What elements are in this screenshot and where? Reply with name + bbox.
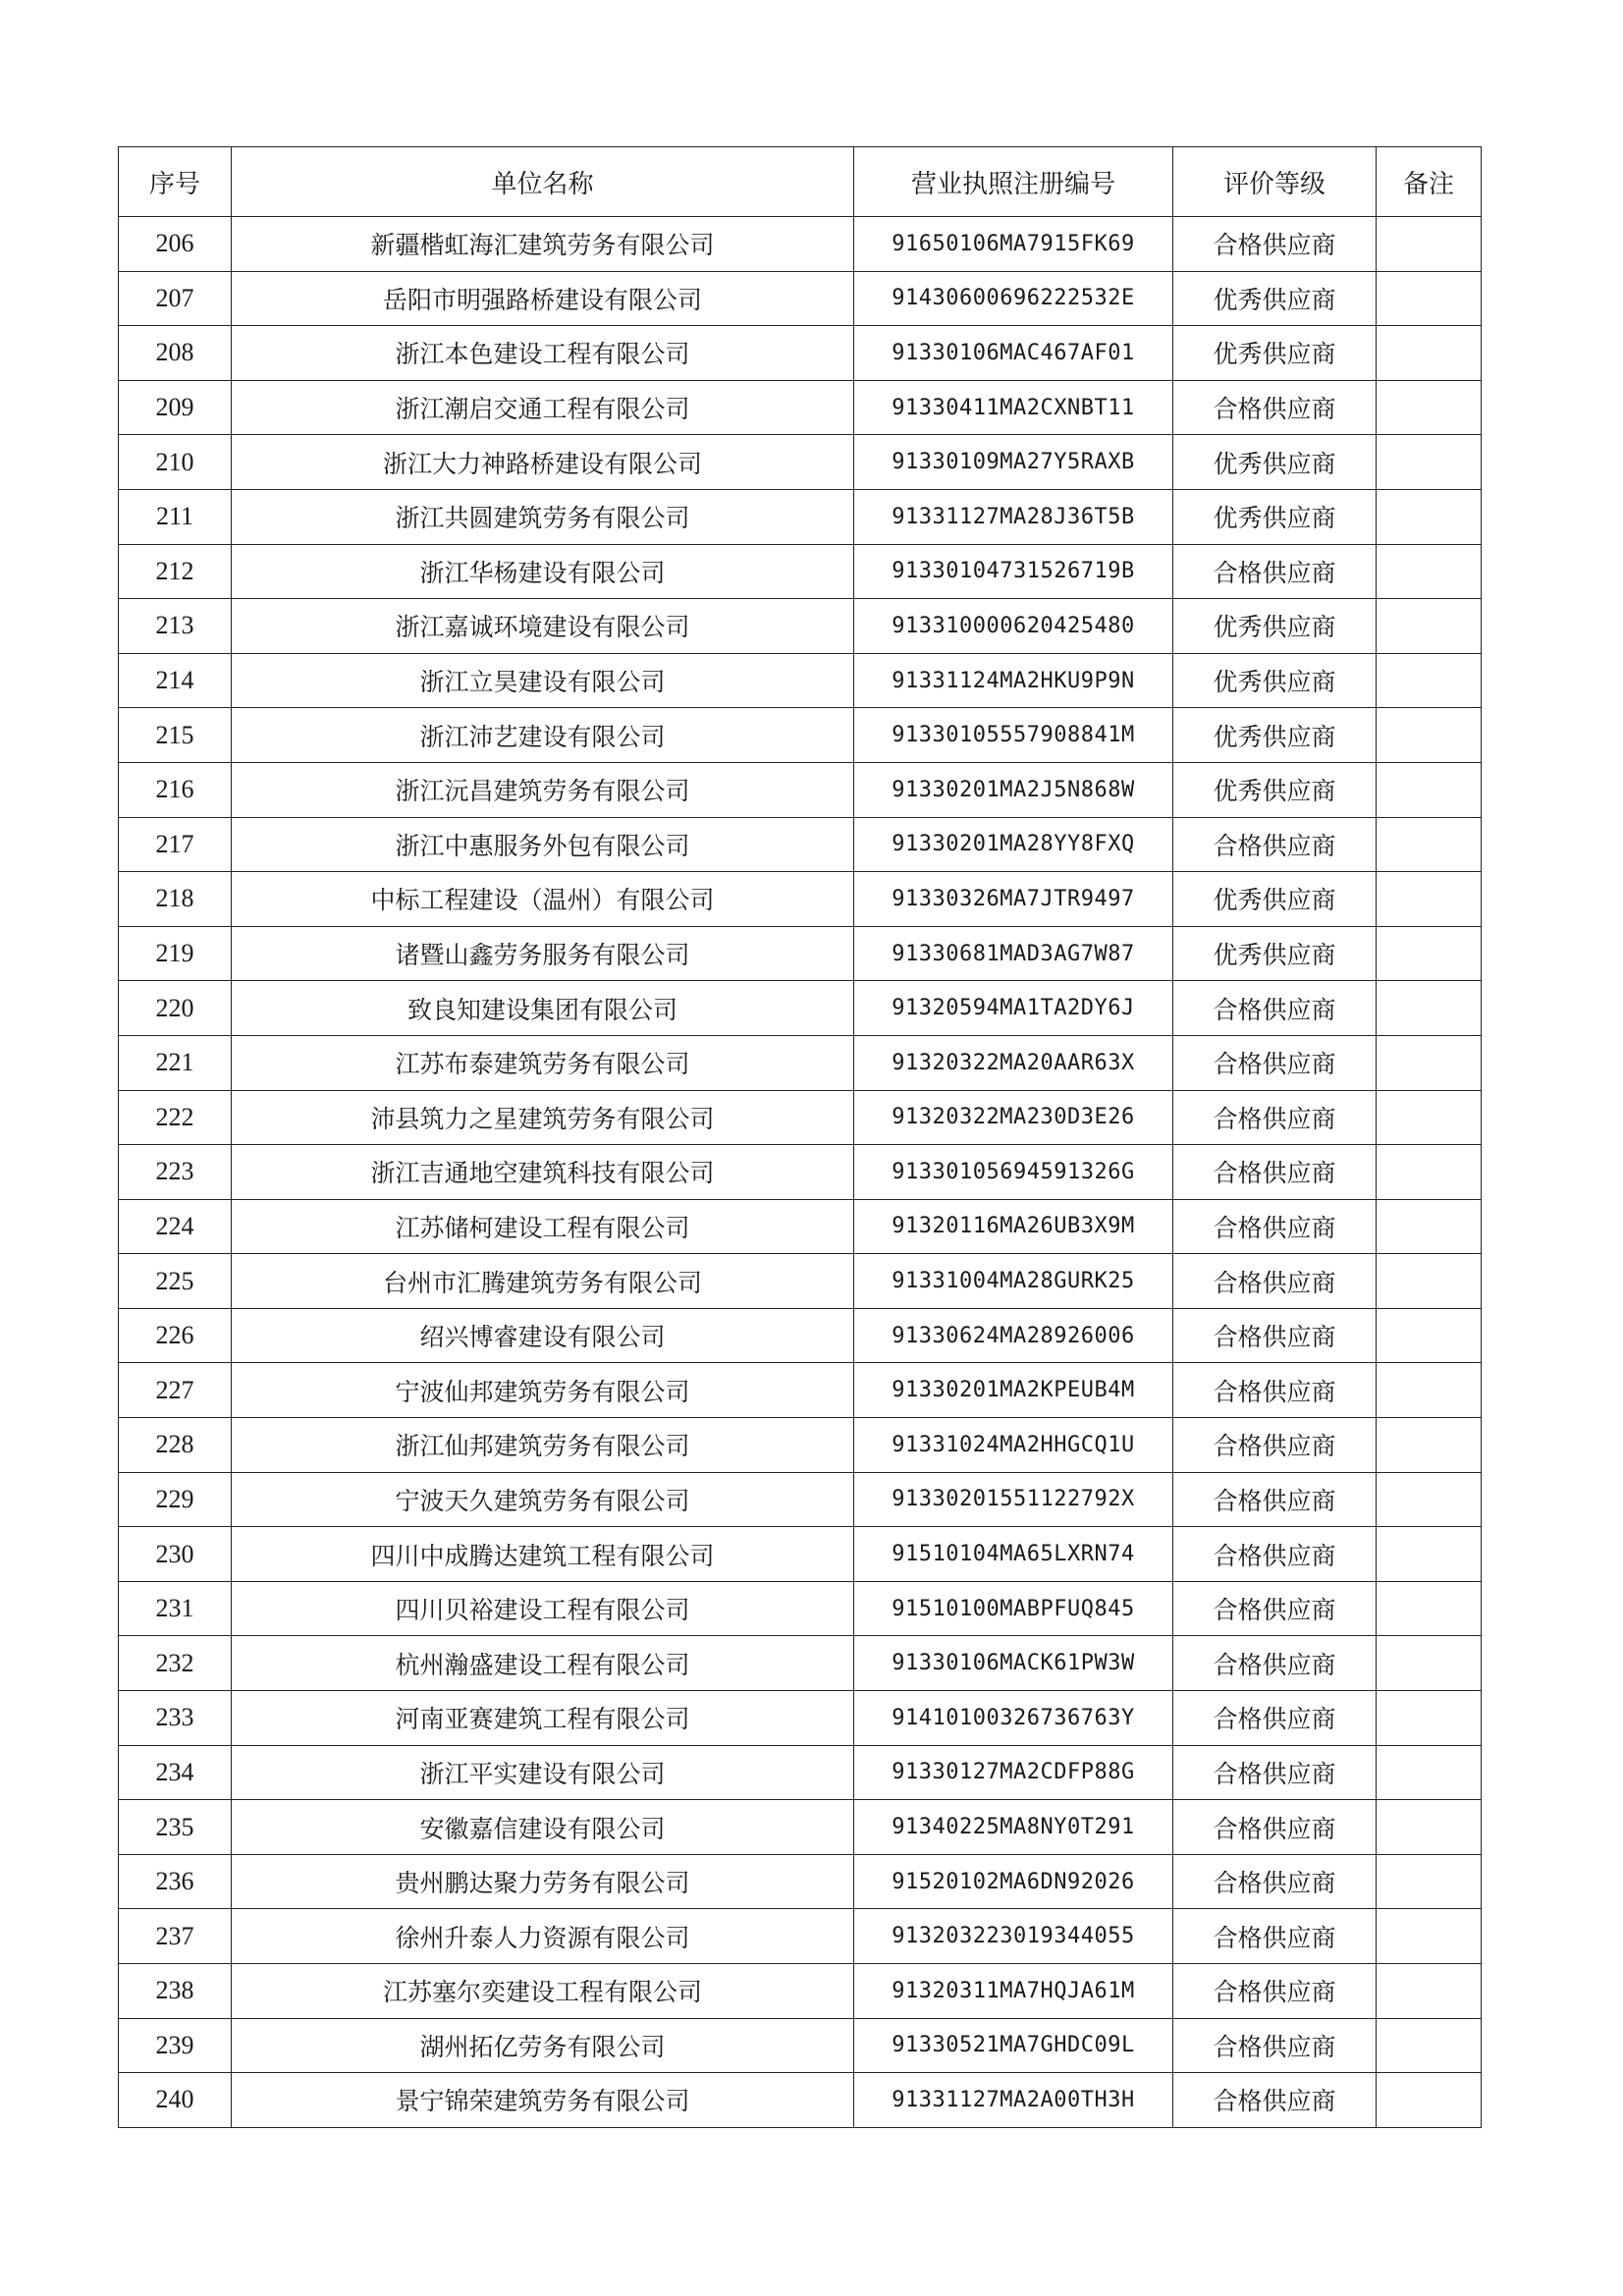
cell-remark <box>1377 1909 1482 1964</box>
table-row <box>119 1472 1482 1527</box>
cell-grade: 合格供应商 <box>1173 1145 1377 1200</box>
cell-license-number: 91650106MA7915FK69 <box>854 217 1173 272</box>
cell-grade: 合格供应商 <box>1173 380 1377 435</box>
cell-remark <box>1377 2018 1482 2073</box>
cell-company-name: 浙江潮启交通工程有限公司 <box>232 380 854 435</box>
cell-grade: 合格供应商 <box>1173 1035 1377 1090</box>
cell-remark <box>1377 1418 1482 1473</box>
cell-grade: 合格供应商 <box>1173 2018 1377 2073</box>
cell-remark <box>1377 217 1482 272</box>
cell-remark <box>1377 817 1482 872</box>
cell-company-name: 四川中成腾达建筑工程有限公司 <box>232 1527 854 1582</box>
cell-remark <box>1377 326 1482 381</box>
cell-company-name: 浙江立昊建设有限公司 <box>232 653 854 708</box>
cell-remark <box>1377 926 1482 981</box>
table-row <box>119 708 1482 763</box>
cell-company-name: 岳阳市明强路桥建设有限公司 <box>232 271 854 326</box>
cell-remark <box>1377 708 1482 763</box>
cell-grade: 合格供应商 <box>1173 1800 1377 1855</box>
cell-remark <box>1377 981 1482 1036</box>
cell-remark <box>1377 1308 1482 1363</box>
cell-license-number: 91320594MA1TA2DY6J <box>854 981 1173 1036</box>
cell-index: 218 <box>119 872 232 927</box>
table-body <box>119 217 1482 2128</box>
cell-index: 232 <box>119 1636 232 1691</box>
table-row <box>119 1581 1482 1636</box>
cell-license-number: 91331127MA28J36T5B <box>854 489 1173 544</box>
cell-remark <box>1377 271 1482 326</box>
table-header-row <box>119 147 1482 217</box>
cell-index: 229 <box>119 1472 232 1527</box>
cell-grade: 优秀供应商 <box>1173 872 1377 927</box>
header-remark: 备注 <box>1377 147 1482 217</box>
cell-license-number: 91330106MAC467AF01 <box>854 326 1173 381</box>
table-row <box>119 1691 1482 1746</box>
cell-remark <box>1377 872 1482 927</box>
cell-license-number: 91330201551122792X <box>854 1472 1173 1527</box>
cell-company-name: 沛县筑力之星建筑劳务有限公司 <box>232 1090 854 1145</box>
cell-license-number: 91320116MA26UB3X9M <box>854 1199 1173 1254</box>
cell-company-name: 宁波仙邦建筑劳务有限公司 <box>232 1363 854 1418</box>
table-row <box>119 872 1482 927</box>
cell-grade: 优秀供应商 <box>1173 762 1377 817</box>
cell-index: 240 <box>119 2073 232 2128</box>
table-row <box>119 2073 1482 2128</box>
cell-index: 236 <box>119 1854 232 1909</box>
cell-license-number: 91330106MACK61PW3W <box>854 1636 1173 1691</box>
header-grade: 评价等级 <box>1173 147 1377 217</box>
cell-license-number: 91330201MA28YY8FXQ <box>854 817 1173 872</box>
cell-license-number: 91330109MA27Y5RAXB <box>854 435 1173 490</box>
cell-index: 212 <box>119 544 232 599</box>
cell-license-number: 91330127MA2CDFP88G <box>854 1745 1173 1800</box>
table-row <box>119 653 1482 708</box>
cell-index: 215 <box>119 708 232 763</box>
cell-index: 226 <box>119 1308 232 1363</box>
cell-company-name: 中标工程建设（温州）有限公司 <box>232 872 854 927</box>
cell-company-name: 江苏布泰建筑劳务有限公司 <box>232 1035 854 1090</box>
table-row <box>119 1090 1482 1145</box>
cell-company-name: 徐州升泰人力资源有限公司 <box>232 1909 854 1964</box>
cell-remark <box>1377 1363 1482 1418</box>
cell-remark <box>1377 1254 1482 1309</box>
cell-license-number: 91330201MA2J5N868W <box>854 762 1173 817</box>
cell-index: 238 <box>119 1964 232 2019</box>
cell-grade: 优秀供应商 <box>1173 326 1377 381</box>
table-row <box>119 271 1482 326</box>
cell-company-name: 杭州瀚盛建设工程有限公司 <box>232 1636 854 1691</box>
cell-remark <box>1377 1527 1482 1582</box>
cell-index: 225 <box>119 1254 232 1309</box>
table-row <box>119 1308 1482 1363</box>
cell-index: 207 <box>119 271 232 326</box>
cell-grade: 合格供应商 <box>1173 817 1377 872</box>
cell-license-number: 91330624MA28926006 <box>854 1308 1173 1363</box>
cell-license-number: 91320311MA7HQJA61M <box>854 1964 1173 2019</box>
table-row <box>119 1909 1482 1964</box>
cell-license-number: 91340225MA8NY0T291 <box>854 1800 1173 1855</box>
cell-index: 223 <box>119 1145 232 1200</box>
cell-index: 219 <box>119 926 232 981</box>
cell-index: 211 <box>119 489 232 544</box>
table-row <box>119 1035 1482 1090</box>
table-row <box>119 926 1482 981</box>
table-row <box>119 1418 1482 1473</box>
cell-remark <box>1377 380 1482 435</box>
cell-remark <box>1377 1964 1482 2019</box>
cell-index: 224 <box>119 1199 232 1254</box>
cell-license-number: 913203223019344055 <box>854 1909 1173 1964</box>
cell-remark <box>1377 1090 1482 1145</box>
cell-index: 221 <box>119 1035 232 1090</box>
cell-company-name: 景宁锦荣建筑劳务有限公司 <box>232 2073 854 2128</box>
cell-remark <box>1377 1199 1482 1254</box>
table-row <box>119 599 1482 654</box>
cell-grade: 合格供应商 <box>1173 1527 1377 1582</box>
table-row <box>119 817 1482 872</box>
cell-remark <box>1377 489 1482 544</box>
cell-index: 220 <box>119 981 232 1036</box>
cell-license-number: 91320322MA230D3E26 <box>854 1090 1173 1145</box>
cell-license-number: 91330105557908841M <box>854 708 1173 763</box>
cell-index: 237 <box>119 1909 232 1964</box>
cell-index: 222 <box>119 1090 232 1145</box>
cell-company-name: 湖州拓亿劳务有限公司 <box>232 2018 854 2073</box>
cell-grade: 合格供应商 <box>1173 2073 1377 2128</box>
cell-grade: 优秀供应商 <box>1173 653 1377 708</box>
cell-grade: 合格供应商 <box>1173 1363 1377 1418</box>
cell-license-number: 91331024MA2HHGCQ1U <box>854 1418 1173 1473</box>
cell-index: 239 <box>119 2018 232 2073</box>
cell-remark <box>1377 1581 1482 1636</box>
cell-grade: 优秀供应商 <box>1173 708 1377 763</box>
cell-grade: 合格供应商 <box>1173 217 1377 272</box>
cell-remark <box>1377 1636 1482 1691</box>
cell-license-number: 91330411MA2CXNBT11 <box>854 380 1173 435</box>
table-row <box>119 435 1482 490</box>
table-row <box>119 1199 1482 1254</box>
cell-license-number: 91330326MA7JTR9497 <box>854 872 1173 927</box>
table-row <box>119 1800 1482 1855</box>
supplier-table <box>118 146 1482 2128</box>
cell-index: 235 <box>119 1800 232 1855</box>
table-row <box>119 981 1482 1036</box>
cell-license-number: 91520102MA6DN92026 <box>854 1854 1173 1909</box>
cell-grade: 合格供应商 <box>1173 1964 1377 2019</box>
cell-index: 213 <box>119 599 232 654</box>
cell-index: 216 <box>119 762 232 817</box>
cell-remark <box>1377 653 1482 708</box>
cell-company-name: 浙江仙邦建筑劳务有限公司 <box>232 1418 854 1473</box>
cell-company-name: 浙江沛艺建设有限公司 <box>232 708 854 763</box>
cell-company-name: 致良知建设集团有限公司 <box>232 981 854 1036</box>
cell-index: 231 <box>119 1581 232 1636</box>
table-row <box>119 1363 1482 1418</box>
table-row <box>119 1745 1482 1800</box>
cell-company-name: 四川贝裕建设工程有限公司 <box>232 1581 854 1636</box>
table-row <box>119 762 1482 817</box>
table-row <box>119 326 1482 381</box>
header-index: 序号 <box>119 147 232 217</box>
table-row <box>119 2018 1482 2073</box>
table-row <box>119 1636 1482 1691</box>
cell-company-name: 新疆楷虹海汇建筑劳务有限公司 <box>232 217 854 272</box>
cell-company-name: 宁波天久建筑劳务有限公司 <box>232 1472 854 1527</box>
cell-remark <box>1377 2073 1482 2128</box>
cell-license-number: 91330201MA2KPEUB4M <box>854 1363 1173 1418</box>
cell-company-name: 绍兴博睿建设有限公司 <box>232 1308 854 1363</box>
cell-index: 227 <box>119 1363 232 1418</box>
cell-company-name: 浙江嘉诚环境建设有限公司 <box>232 599 854 654</box>
cell-company-name: 江苏储柯建设工程有限公司 <box>232 1199 854 1254</box>
table-row <box>119 1854 1482 1909</box>
cell-grade: 合格供应商 <box>1173 1472 1377 1527</box>
table-row <box>119 489 1482 544</box>
cell-remark <box>1377 435 1482 490</box>
header-license: 营业执照注册编号 <box>854 147 1173 217</box>
cell-company-name: 诸暨山鑫劳务服务有限公司 <box>232 926 854 981</box>
header-name: 单位名称 <box>232 147 854 217</box>
cell-index: 210 <box>119 435 232 490</box>
cell-company-name: 浙江华杨建设有限公司 <box>232 544 854 599</box>
cell-grade: 合格供应商 <box>1173 1199 1377 1254</box>
cell-grade: 合格供应商 <box>1173 1418 1377 1473</box>
cell-license-number: 91330521MA7GHDC09L <box>854 2018 1173 2073</box>
cell-grade: 合格供应商 <box>1173 1636 1377 1691</box>
cell-company-name: 浙江大力神路桥建设有限公司 <box>232 435 854 490</box>
cell-company-name: 浙江平实建设有限公司 <box>232 1745 854 1800</box>
cell-grade: 优秀供应商 <box>1173 599 1377 654</box>
cell-license-number: 91410100326736763Y <box>854 1691 1173 1746</box>
cell-company-name: 浙江共圆建筑劳务有限公司 <box>232 489 854 544</box>
cell-company-name: 浙江沅昌建筑劳务有限公司 <box>232 762 854 817</box>
table-row <box>119 1964 1482 2019</box>
cell-grade: 合格供应商 <box>1173 981 1377 1036</box>
cell-remark <box>1377 1691 1482 1746</box>
cell-remark <box>1377 1035 1482 1090</box>
cell-remark <box>1377 1854 1482 1909</box>
cell-company-name: 浙江中惠服务外包有限公司 <box>232 817 854 872</box>
cell-company-name: 贵州鹏达聚力劳务有限公司 <box>232 1854 854 1909</box>
cell-grade: 优秀供应商 <box>1173 271 1377 326</box>
cell-index: 228 <box>119 1418 232 1473</box>
table-row <box>119 1254 1482 1309</box>
table-row <box>119 544 1482 599</box>
cell-remark <box>1377 762 1482 817</box>
cell-remark <box>1377 1472 1482 1527</box>
cell-license-number: 91510104MA65LXRN74 <box>854 1527 1173 1582</box>
cell-remark <box>1377 1745 1482 1800</box>
cell-company-name: 河南亚赛建筑工程有限公司 <box>232 1691 854 1746</box>
cell-license-number: 91430600696222532E <box>854 271 1173 326</box>
cell-grade: 合格供应商 <box>1173 1254 1377 1309</box>
cell-company-name: 台州市汇腾建筑劳务有限公司 <box>232 1254 854 1309</box>
cell-license-number: 9133010473152671​9B <box>854 544 1173 599</box>
cell-license-number: 91331127MA2A00TH3H <box>854 2073 1173 2128</box>
cell-grade: 合格供应商 <box>1173 1090 1377 1145</box>
cell-index: 214 <box>119 653 232 708</box>
table-row <box>119 1527 1482 1582</box>
cell-grade: 合格供应商 <box>1173 544 1377 599</box>
cell-grade: 合格供应商 <box>1173 1854 1377 1909</box>
cell-remark <box>1377 544 1482 599</box>
cell-company-name: 浙江本色建设工程有限公司 <box>232 326 854 381</box>
table-row <box>119 1145 1482 1200</box>
cell-remark <box>1377 599 1482 654</box>
cell-grade: 合格供应商 <box>1173 1308 1377 1363</box>
cell-company-name: 江苏塞尔奕建设工程有限公司 <box>232 1964 854 2019</box>
cell-grade: 合格供应商 <box>1173 1909 1377 1964</box>
cell-license-number: 91330105694591326G <box>854 1145 1173 1200</box>
cell-license-number: 91331124MA2HKU9P9N <box>854 653 1173 708</box>
cell-index: 233 <box>119 1691 232 1746</box>
cell-index: 208 <box>119 326 232 381</box>
cell-license-number: 91331004MA28GURK25 <box>854 1254 1173 1309</box>
cell-grade: 合格供应商 <box>1173 1581 1377 1636</box>
cell-index: 209 <box>119 380 232 435</box>
cell-grade: 优秀供应商 <box>1173 926 1377 981</box>
cell-grade: 优秀供应商 <box>1173 489 1377 544</box>
table-row <box>119 380 1482 435</box>
cell-remark <box>1377 1145 1482 1200</box>
cell-company-name: 浙江吉通地空建筑科技有限公司 <box>232 1145 854 1200</box>
cell-index: 234 <box>119 1745 232 1800</box>
cell-grade: 优秀供应商 <box>1173 435 1377 490</box>
cell-remark <box>1377 1800 1482 1855</box>
cell-license-number: 913310000620425480 <box>854 599 1173 654</box>
cell-license-number: 91330681MAD3AG7W87 <box>854 926 1173 981</box>
cell-index: 230 <box>119 1527 232 1582</box>
cell-grade: 合格供应商 <box>1173 1691 1377 1746</box>
cell-index: 217 <box>119 817 232 872</box>
cell-company-name: 安徽嘉信建设有限公司 <box>232 1800 854 1855</box>
cell-license-number: 91320322MA20AAR63X <box>854 1035 1173 1090</box>
cell-grade: 合格供应商 <box>1173 1745 1377 1800</box>
cell-index: 206 <box>119 217 232 272</box>
table-row <box>119 217 1482 272</box>
cell-license-number: 91510100MABPFUQ845 <box>854 1581 1173 1636</box>
